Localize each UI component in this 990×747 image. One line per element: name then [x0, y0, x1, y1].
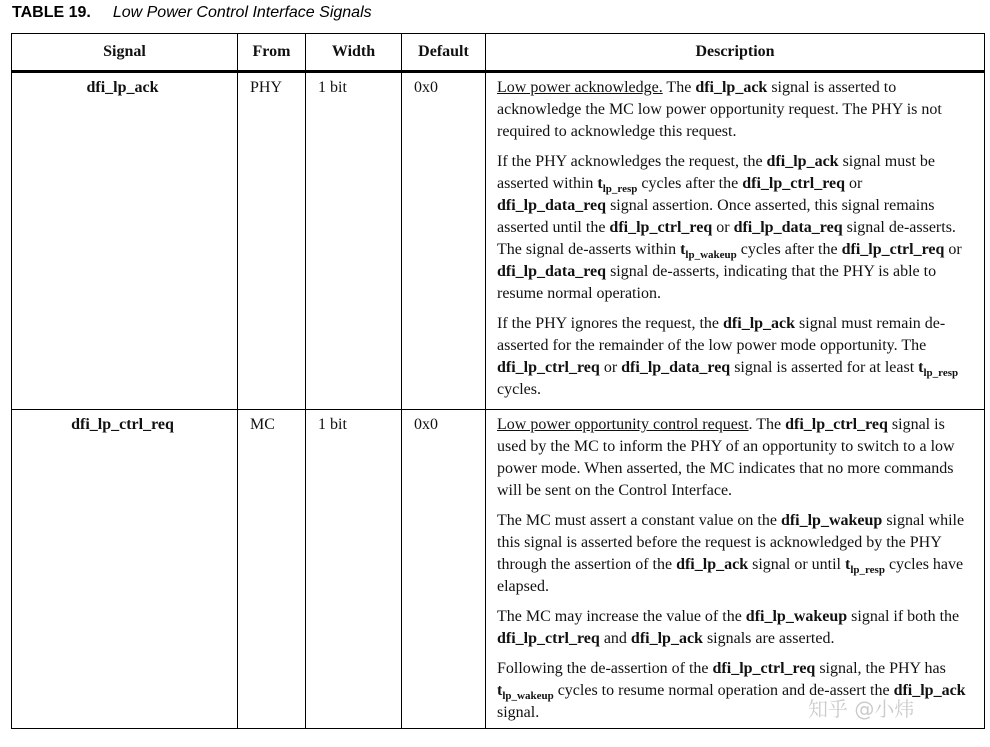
signal-name: dfi_lp_ctrl_req: [12, 410, 238, 729]
signal-from: PHY: [238, 72, 306, 410]
description-paragraph: If the PHY acknowledges the request, the dfi_lp_ack signal must be asserted within $t_{lp\_resp}$ cycles after the dfi_lp_ctrl_req or dfi_lp_data_req signal assertion. Once asserted, this signal remains asserted until the dfi_lp_ctrl_req or dfi_lp_data_req signal de-asserts. The signal de-asserts within $t_{lp\_wakeup}$ cycles after the dfi_lp_ctrl_req or dfi_lp_data_req signal de-asserts, indicating that the PHY is able to resume normal operation.: [497, 153, 962, 302]
description-paragraph: The MC must assert a constant value on the dfi_lp_wakeup signal while this signal is asserted before the request is acknowledged by the PHY through the assertion of the dfi_lp_ack signal or until $t_{lp\_resp}$ cycles have elapsed.: [497, 512, 965, 595]
table-caption: [12, 4, 372, 26]
signal-width: 1 bit: [306, 410, 402, 729]
table-row: [12, 410, 985, 729]
col-header-from: From: [238, 34, 306, 72]
description-paragraph: If the PHY ignores the request, the dfi_lp_ack signal must remain de-asserted for the remainder of the low power mode opportunity. The dfi_lp_ctrl_req or dfi_lp_data_req signal is asserted for at least $t_{lp\_resp}$ cycles.: [497, 315, 959, 398]
header-row: [12, 34, 985, 72]
watermark: 知乎 @小炜: [808, 697, 915, 721]
table-number: TABLE 19.: [12, 4, 91, 21]
col-header-default: Default: [402, 34, 486, 72]
signal-from: MC: [238, 410, 306, 729]
col-header-signal: Signal: [12, 34, 238, 72]
signal-default: 0x0: [402, 72, 486, 410]
description-paragraph: The MC may increase the value of the dfi_lp_wakeup signal if both the dfi_lp_ctrl_req and dfi_lp_ack signals are asserted.: [497, 608, 960, 647]
signal-default: 0x0: [402, 410, 486, 729]
signal-width: 1 bit: [306, 72, 402, 410]
signal-description: [486, 72, 985, 410]
table-title: Low Power Control Interface Signals: [112, 4, 372, 21]
table-row: [12, 72, 985, 410]
col-header-width: Width: [306, 34, 402, 72]
signal-name: dfi_lp_ack: [12, 72, 238, 410]
description-paragraph: Low power acknowledge. The dfi_lp_ack signal is asserted to acknowledge the MC low power opportunity request. The PHY is not required to acknowledge this request.: [497, 79, 942, 140]
signal-description: [486, 410, 985, 729]
col-header-description: Description: [486, 34, 985, 72]
description-paragraph: Following the de-assertion of the dfi_lp_ctrl_req signal, the PHY has $t_{lp\_wakeup}$ cycles to resume normal operation and de-assert the dfi_lp_ack signal.: [497, 660, 966, 721]
description-paragraph: Low power opportunity control request. The dfi_lp_ctrl_req signal is used by the MC to inform the PHY of an opportunity to switch to a low power mode. When asserted, the MC indicates that no more commands will be sent on the Control Interface.: [497, 416, 955, 499]
signals-table: [11, 33, 985, 729]
